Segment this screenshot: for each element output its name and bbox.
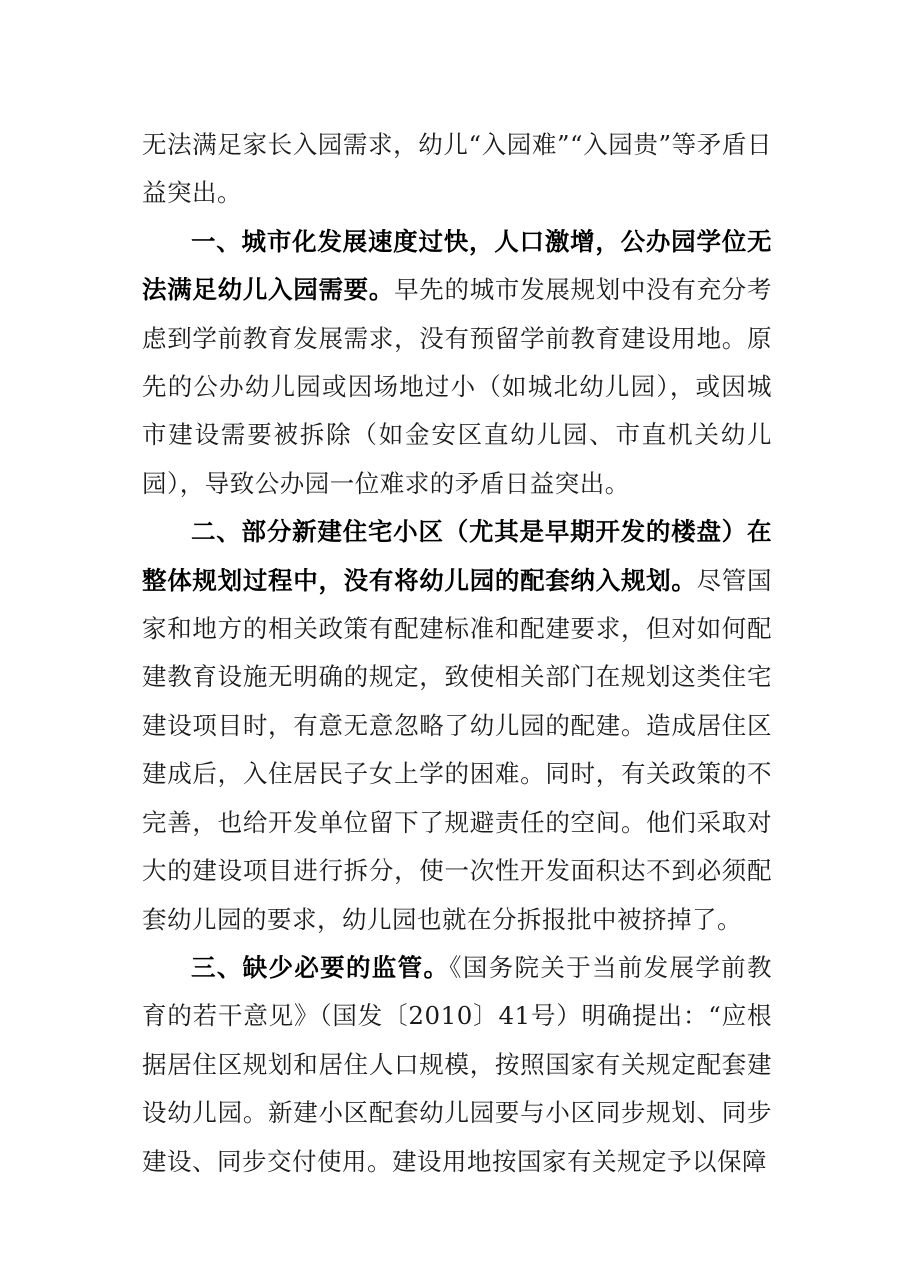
body-text	[142, 121, 772, 1186]
paragraph-continuation	[142, 121, 772, 218]
paragraph-point-one	[142, 218, 772, 508]
paragraph-heading: 二、部分新建住宅小区（尤其是早期开发的楼盘）在整体规划过程中，没有将幼儿园的配套纳入规划。	[142, 517, 772, 595]
paragraph-body: 早先的城市发展规划中没有充分考虑到学前教育发展需求，没有预留学前教育建设用地。原先的公办幼儿园或因场地过小（如城北幼儿园），或因城市建设需要被拆除（如金安区直幼儿园、市直机关幼儿园），导致公办园一位难求的矛盾日益突出。	[142, 275, 773, 498]
paragraph-body: 无法满足家长入园需求，幼儿“入园难”“入园贵”等矛盾日益突出。	[142, 130, 772, 208]
paragraph-point-two	[142, 508, 772, 944]
paragraph-point-three	[142, 944, 772, 1186]
paragraph-body: 尽管国家和地方的相关政策有配建标准和配建要求，但对如何配建教育设施无明确的规定，致使相关部门在规划这类住宅建设项目时，有意无意忽略了幼儿园的配建。造成居住区建成后，入住居民子女上学的困难。同时，有关政策的不完善，也给开发单位留下了规避责任的空间。他们采取对大的建设项目进行拆分，使一次性开发面积达不到必须配套幼儿园的要求，幼儿园也就在分拆报批中被挤掉了。	[142, 565, 773, 934]
paragraph-heading: 三、缺少必要的监管。	[191, 952, 450, 982]
paragraph-body: 《国务院关于当前发展学前教育的若干意见》（国发〔2010〕41号）明确提出：“应根据居住区规划和居住人口规模，按照国家有关规定配套建设幼儿园。新建小区配套幼儿园要与小区同步规划、同步建设、同步交付使用。建设用地按国家有关规定予以保障	[142, 952, 773, 1176]
paragraph-heading: 一、城市化发展速度过快，人口激增，公办园学位无法满足幼儿入园需要。	[142, 226, 772, 305]
